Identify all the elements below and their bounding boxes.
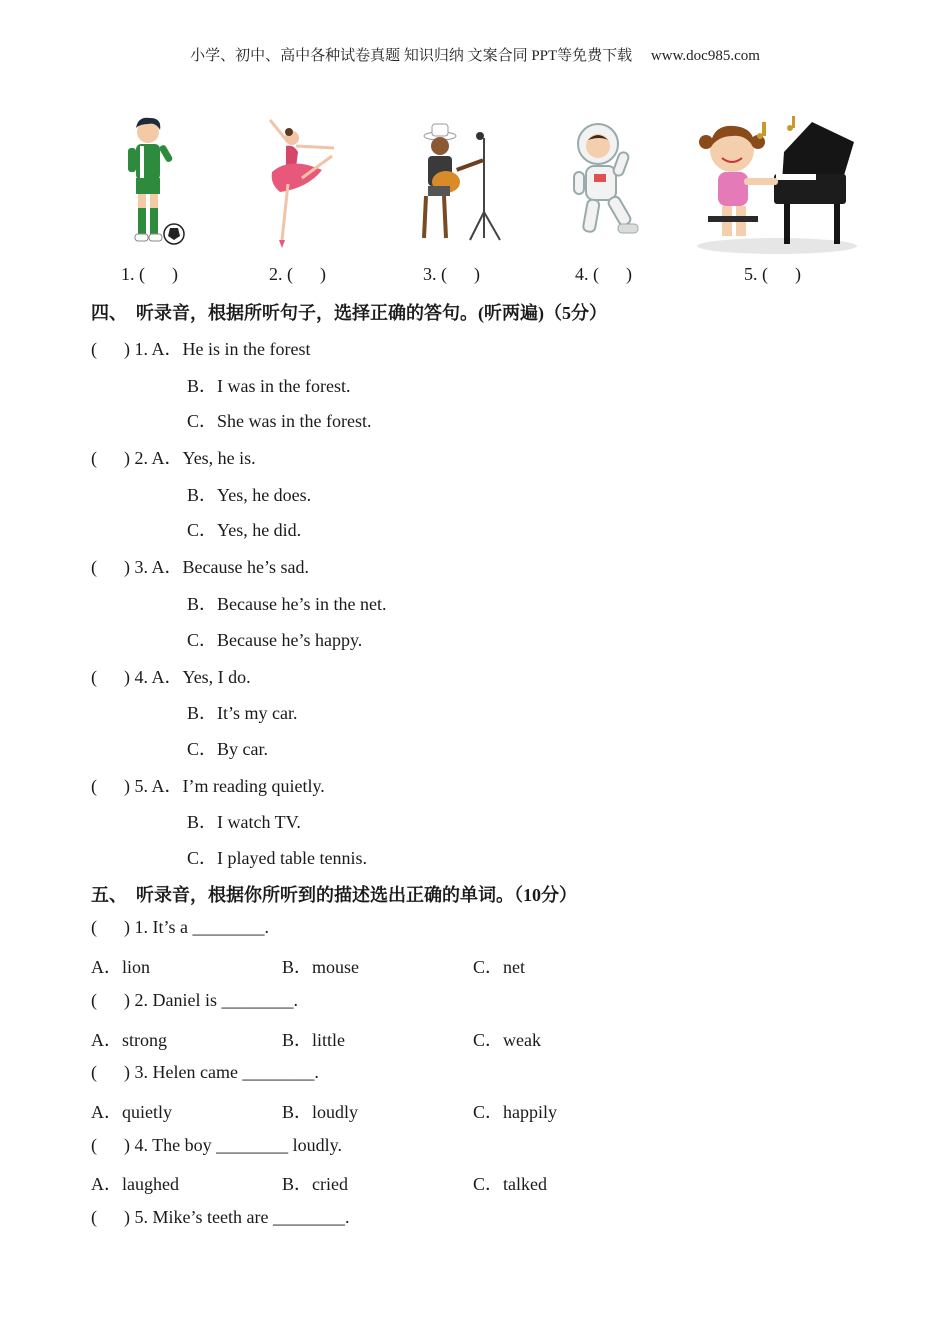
s4-q4-line: ( ) 4. A．Yes, I do. [91,667,251,687]
s5-q5-line: ( ) 5. Mike’s teeth are ________. [91,1207,350,1227]
s5-q2-option-c: C．weak [473,1030,541,1050]
s4-q1-line: ( ) 1. A．He is in the forest [91,339,311,359]
s4-q3-line: ( ) 3. A．Because he’s sad. [91,557,309,577]
s5-q3-option-b: B．loudly [282,1102,359,1122]
s4-q4-option-b: B．It’s my car. [187,703,298,723]
s5-q2-option-a: A．strong [91,1030,167,1050]
s5-q2-line: ( ) 2. Daniel is ________. [91,990,298,1010]
s5-q2-option-b: B．little [282,1030,345,1050]
picture-label-3: 3. ( ) [423,264,480,284]
s5-q3-line: ( ) 3. Helen came ________. [91,1062,319,1082]
section-5-title: 五、 听录音，根据你所听到的描述选出正确的单词。（10分） [91,885,577,905]
s4-q5-option-b: B．I watch TV. [187,812,301,832]
s4-q3-option-b: B．Because he’s in the net. [187,594,387,614]
guitar-singer-picture [406,112,506,260]
s4-q5-line: ( ) 5. A．I’m reading quietly. [91,776,325,796]
picture-label-1: 1. ( ) [121,264,178,284]
picture-label-2: 2. ( ) [269,264,326,284]
piano-girl-picture [692,112,862,260]
s4-q2-option-b: B．Yes, he does. [187,485,312,505]
s5-q1-line: ( ) 1. It’s a ________. [91,917,269,937]
s4-q1-option-b: B．I was in the forest. [187,376,351,396]
s5-q4-option-b: B．cried [282,1174,348,1194]
s5-q1-option-b: B．mouse [282,957,360,977]
picture-label-4: 4. ( ) [575,264,632,284]
s5-q4-option-c: C．talked [473,1174,547,1194]
astronaut-picture [560,112,660,260]
page-header: 小学、初中、高中各种试卷真题 知识归纳 文案合同 PPT等免费下载 www.doc985.com [190,48,760,64]
s5-q1-option-c: C．net [473,957,525,977]
section-4-title: 四、 听录音，根据所听句子，选择正确的答句。(听两遍)（5分） [91,303,607,323]
s5-q4-option-a: A．laughed [91,1174,179,1194]
s4-q2-line: ( ) 2. A．Yes, he is. [91,448,256,468]
picture-label-5: 5. ( ) [744,264,801,284]
s4-q2-option-c: C．Yes, he did. [187,520,302,540]
football-player-picture [112,112,192,260]
s4-q3-option-c: C．Because he’s happy. [187,630,363,650]
s4-q4-option-c: C．By car. [187,739,268,759]
s5-q4-line: ( ) 4. The boy ________ loudly. [91,1135,342,1155]
s4-q5-option-c: C．I played table tennis. [187,848,367,868]
s5-q3-option-c: C．happily [473,1102,557,1122]
s5-q3-option-a: A．quietly [91,1102,172,1122]
s4-q1-option-c: C．She was in the forest. [187,411,372,431]
s5-q1-option-a: A．lion [91,957,151,977]
ballet-dancer-picture [262,112,342,260]
